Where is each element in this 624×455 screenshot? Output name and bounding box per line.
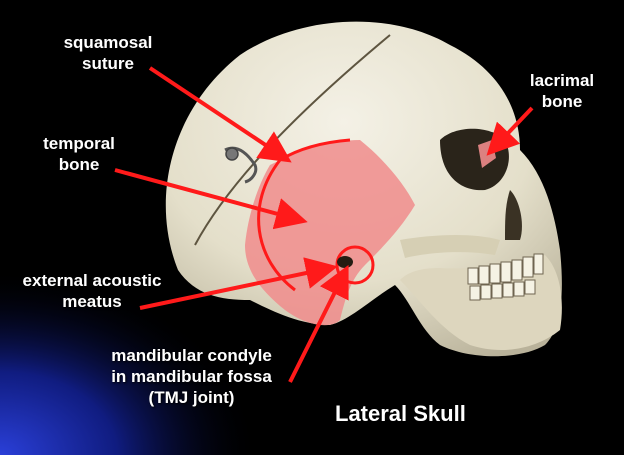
label-lacrimal-line1: lacrimal (529, 71, 595, 90)
label-eam-line2: meatus (62, 292, 122, 311)
label-squamosal-line2: suture (82, 54, 134, 73)
label-temporal-bone (24, 133, 134, 175)
ear-opening (337, 256, 353, 268)
label-mandib-line2: in mandibular fossa (111, 367, 272, 386)
label-external-acoustic-meatus (2, 270, 182, 312)
slide-title: Lateral Skull (335, 401, 466, 426)
label-lacrimal-bone (522, 70, 602, 112)
label-mandibular-condyle (74, 345, 309, 408)
label-lacrimal-line2: bone (541, 92, 583, 111)
label-squamosal-suture (48, 32, 168, 74)
label-mandib-line1: mandibular condyle (111, 346, 272, 365)
label-temporal-line1: temporal (43, 134, 115, 153)
label-temporal-line2: bone (58, 155, 100, 174)
label-eam-line1: external acoustic (22, 271, 162, 290)
label-squamosal-line1: squamosal (63, 33, 153, 52)
label-mandib-line3: (TMJ joint) (148, 388, 235, 407)
